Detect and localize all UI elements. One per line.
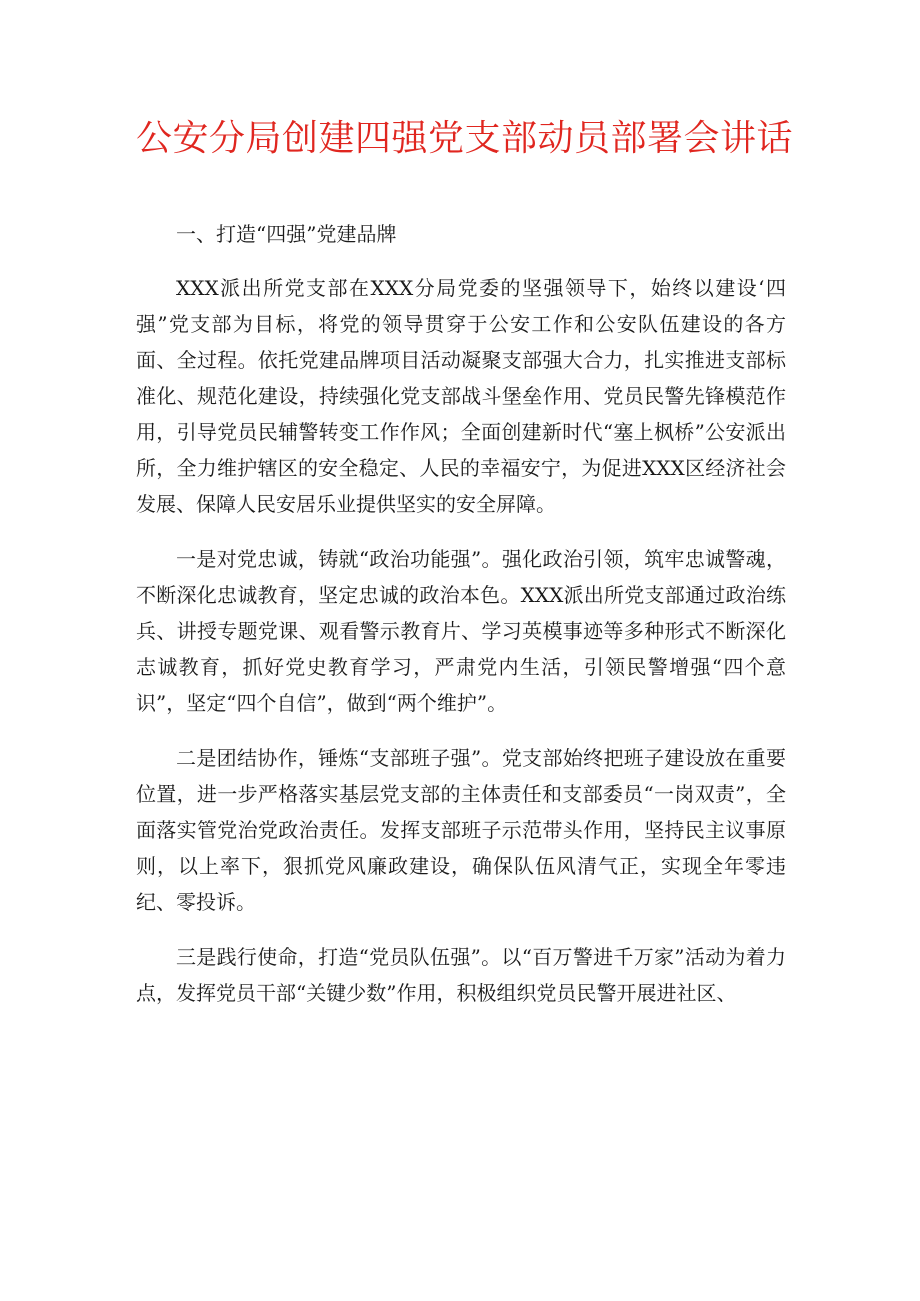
document-title: 公安分局创建四强党支部动员部署会讲话 <box>136 118 794 159</box>
document-body <box>136 216 786 1011</box>
paragraph-intro: XXX派出所党支部在XXX分局党委的坚强领导下，始终以建设‘四强”党支部为目标，将党的领导贯穿于公安工作和公安队伍建设的各方面、全过程。依托党建品牌项目活动凝聚支部强大合力，扎实推进支部标准化、规范化建设，持续强化党支部战斗堡垒作用、党员民警先锋模范作用，引导党员民辅警转变工作作风；全面创建新时代“塞上枫桥”公安派出所，全力维护辖区的安全稳定、人民的幸福安宁，为促进XXX区经济社会发展、保障人民安居乐业提供坚实的安全屏障。 <box>136 276 786 516</box>
paragraph-party-members: 三是践行使命，打造“党员队伍强”。以“百万警进千万家”活动为着力点，发挥党员干部“关键少数”作用，积极组织党员民警开展进社区、 <box>136 945 786 1005</box>
paragraph-branch-team: 二是团结协作，锤炼“支部班子强”。党支部始终把班子建设放在重要位置，进一步严格落实基层党支部的主体责任和支部委员“一岗双责”，全面落实管党治党政治责任。发挥支部班子示范带头作用，坚持民主议事原则，以上率下，狠抓党风廉政建设，确保队伍风清气正，实现全年零违纪、零投诉。 <box>136 746 786 914</box>
section-heading: 一、打造“四强”党建品牌 <box>176 222 397 246</box>
paragraph-political-loyalty: 一是对党忠诚，铸就“政治功能强”。强化政治引领，筑牢忠诚警魂，不断深化忠诚教育，坚定忠诚的政治本色。XXX派出所党支部通过政治练兵、讲授专题党课、观看警示教育片、学习英模事迹等多种形式不断深化志诚教育，抓好党史教育学习，严肃党内生活，引领民警增强“四个意识”，坚定“四个自信”，做到“两个维护”。 <box>136 547 786 715</box>
